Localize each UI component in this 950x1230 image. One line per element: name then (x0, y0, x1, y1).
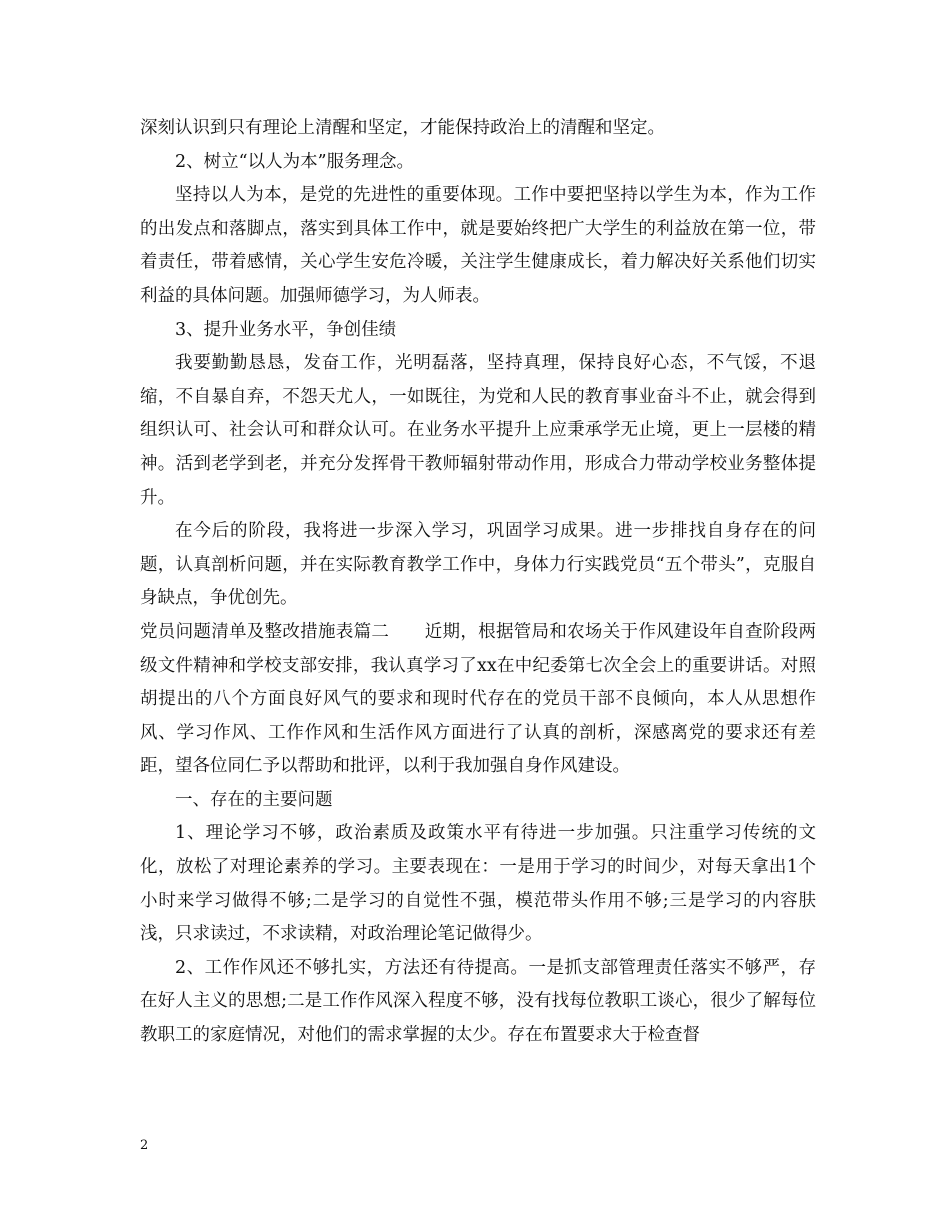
paragraph-6: 在今后的阶段，我将进一步深入学习，巩固学习成果。进一步排找自身存在的问题，认真剖析问题，并在实际教育教学工作中，身体力行实践党员“五个带头”，克服自身缺点，争优创先。 (140, 521, 816, 609)
paragraph-7: 党员问题清单及整改措施表篇二 近期，根据管局和农场关于作风建设年自查阶段两级文件精神和学校支部安排，我认真学习了xx在中纪委第七次全会上的重要讲话。对照胡提出的八个方面良好风气的要求和现时代存在的党员干部不良倾向，本人从思想作风、学习作风、工作作风和生活作风方面进行了认真的剖析，深感离党的要求还有差距，望各位同仁予以帮助和批评，以利于我加强自身作风建设。 (140, 621, 816, 777)
paragraph-3: 坚持以人为本，是党的先进性的重要体现。工作中要把坚持以学生为本，作为工作的出发点和落脚点，落实到具体工作中，就是要始终把广大学生的利益放在第一位，带着责任，带着感情，关心学生安危冷暖，关注学生健康成长，着力解决好关系他们切实利益的具体问题。加强师德学习，为人师表。 (140, 185, 816, 306)
paragraph-2: 2、树立“以人为本”服务理念。 (175, 151, 415, 172)
paragraph-8: 一、存在的主要问题 (175, 789, 333, 810)
paragraph-1: 深刻认识到只有理论上清醒和坚定，才能保持政治上的清醒和坚定。 (140, 118, 665, 138)
paragraph-5: 我要勤勤恳恳，发奋工作，光明磊落，坚持真理，保持良好心态，不气馁，不退缩，不自暴自弃，不怨天尤人，一如既往，为党和人民的教育事业奋斗不止，就会得到组织认可、社会认可和群众认可。在业务水平提升上应秉承学无止境，更上一层楼的精神。活到老学到老，并充分发挥骨干教师辐射带动作用，形成合力带动学校业务整体提升。 (140, 353, 816, 508)
paragraph-10: 2、工作作风还不够扎实，方法还有待提高。一是抓支部管理责任落实不够严，存在好人主义的思想;二是工作作风深入程度不够，没有找每位教职工谈心，很少了解每位教职工的家庭情况，对他们的需求掌握的太少。存在布置要求大于检查督 (140, 957, 816, 1046)
paragraph-9: 1、理论学习不够，政治素质及政策水平有待进一步加强。只注重学习传统的文化，放松了对理论素养的学习。主要表现在：一是用于学习的时间少，对每天拿出1个小时来学习做得不够;二是学习的自觉性不强，模范带头作用不够;三是学习的内容肤浅，只求读过，不求读精，对政治理论笔记做得少。 (140, 823, 816, 945)
document-body (140, 112, 816, 1053)
page-number: 2 (140, 1138, 149, 1153)
paragraph-4: 3、提升业务水平，争创佳绩 (175, 319, 397, 340)
